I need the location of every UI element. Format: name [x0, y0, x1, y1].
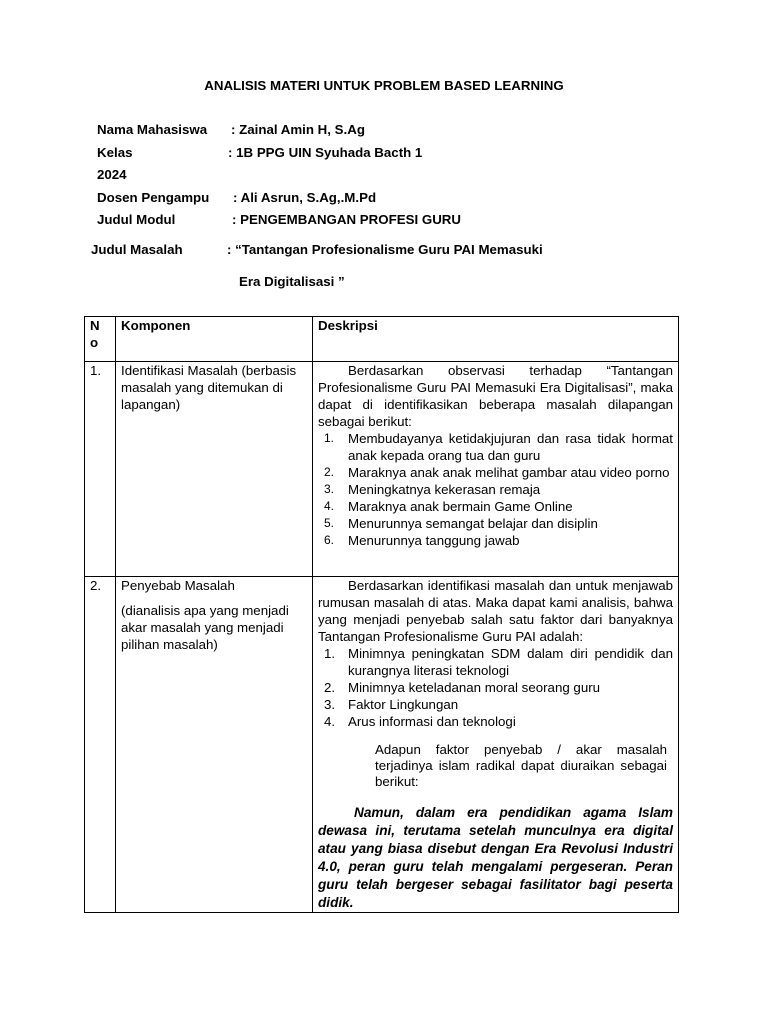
info-kelas-label: Kelas [97, 145, 133, 160]
table-header-row [85, 317, 679, 362]
row-deskripsi [313, 362, 679, 577]
header-komponen: Komponen [116, 317, 313, 362]
table-row [85, 362, 679, 577]
list-item: 4. Maraknya anak bermain Game Online [324, 499, 573, 514]
cause-list [318, 645, 673, 730]
row-deskripsi [313, 577, 679, 913]
info-modul-label: Judul Modul [97, 212, 176, 227]
info-kelas-value: : 1B PPG UIN Syuhada Bacth 1 [228, 145, 423, 160]
list-item: 2. Maraknya anak anak melihat gambar atau video porno [324, 465, 670, 480]
list-item: 4. Arus informasi dan teknologi [324, 714, 516, 729]
info-tahun-value: 2024 [97, 167, 127, 182]
info-masalah-value-2: Era Digitalisasi ” [239, 274, 345, 289]
analysis-table [84, 316, 679, 913]
row-komponen [116, 577, 313, 913]
row-no: 1. [85, 362, 116, 577]
desc-sub-paragraph: Adapun faktor penyebab / akar masalah terjadinya islam radikal dapat diuraikan sebagai berikut: [375, 742, 667, 789]
info-nama-value: : Zainal Amin H, S.Ag [231, 122, 365, 137]
list-item: 5. Menurunnya semangat belajar dan disiplin [324, 516, 598, 531]
info-dosen-label: Dosen Pengampu [97, 190, 210, 205]
desc-intro: Berdasarkan observasi terhadap “Tantangan Profesionalisme Guru PAI Memasuki Era Digitalisasi”, maka dapat di identifikasikan beberapa masalah dilapangan sebagai berikut: [318, 363, 673, 429]
list-item: 3. Faktor Lingkungan [324, 697, 459, 712]
info-nama-label: Nama Mahasiswa [97, 122, 208, 137]
info-dosen-value: : Ali Asrun, S.Ag,.M.Pd [233, 190, 377, 205]
list-item: 3. Meningkatnya kekerasan remaja [324, 482, 541, 497]
info-masalah-label: Judul Masalah [91, 242, 183, 257]
row-no: 2. [85, 577, 116, 913]
table-row [85, 577, 679, 913]
list-item: 6. Menurunnya tanggung jawab [324, 533, 520, 548]
desc-intro: Berdasarkan identifikasi masalah dan untuk menjawab rumusan masalah di atas. Maka dapat kami analisis, bahwa yang menjadi penyebab salah satu faktor dari banyaknya Tantangan Profesionalisme Guru PAI adalah: [318, 578, 673, 644]
info-masalah-value-1: : “Tantangan Profesionalisme Guru PAI Memasuki [227, 242, 543, 257]
header-deskripsi: Deskripsi [313, 317, 679, 362]
info-modul-value: : PENGEMBANGAN PROFESI GURU [232, 212, 462, 227]
desc-italic-paragraph: Namun, dalam era pendidikan agama Islam dewasa ini, terutama setelah munculnya era digital atau yang biasa disebut dengan Era Revolusi Industri 4.0, peran guru telah mengalami pergeseran. Peran guru telah bergeser sebagai fasilitator bagi peserta didik. [318, 805, 673, 910]
document-title: ANALISIS MATERI UNTUK PROBLEM BASED LEARNING [204, 78, 564, 93]
list-item: 1. Minimnya peningkatan SDM dalam diri pendidik dan kurangnya literasi teknologi [324, 646, 673, 678]
komponen-subtitle: (dianalisis apa yang menjadi akar masalah yang menjadi pilihan masalah) [121, 603, 289, 652]
header-no: N o [85, 317, 116, 362]
row-komponen: Identifikasi Masalah (berbasis masalah yang ditemukan di lapangan) [116, 362, 313, 577]
list-item: 1. Membudayanya ketidakjujuran dan rasa tidak hormat anak kepada orang tua dan guru [324, 431, 673, 463]
problem-list [318, 430, 673, 549]
komponen-title: Penyebab Masalah [121, 578, 235, 593]
list-item: 2. Minimnya keteladanan moral seorang guru [324, 680, 601, 695]
